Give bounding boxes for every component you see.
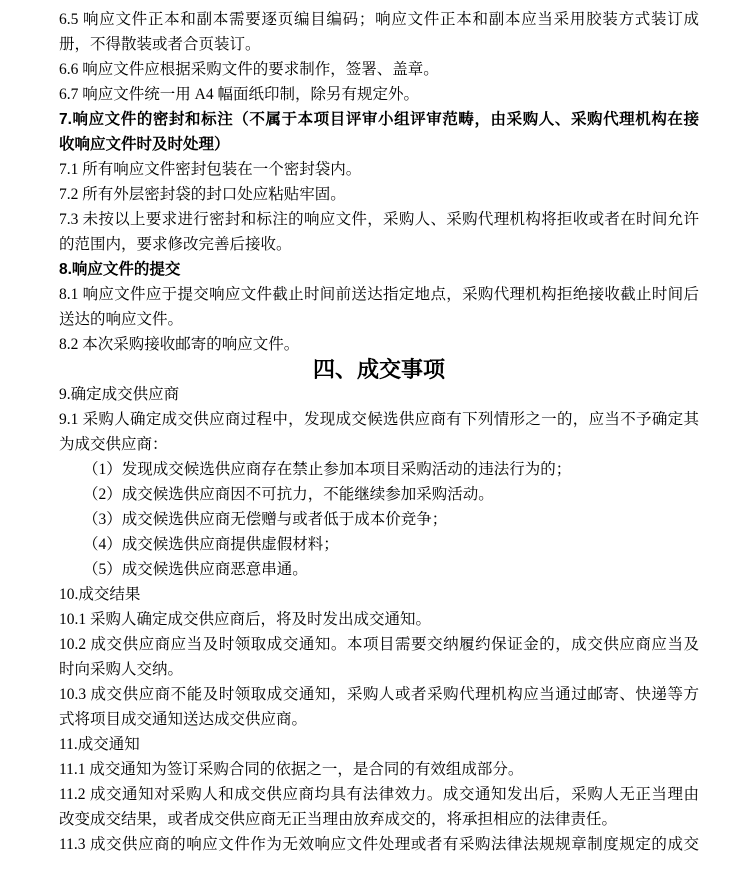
item-4-line-1: （4）成交候选供应商提供虚假材料；: [83, 536, 339, 553]
item-2-line-1: （2）成交候选供应商因不可抗力，不能继续参加采购活动。: [83, 486, 494, 503]
item-5-line-1: （5）成交候选供应商恶意串通。: [83, 561, 308, 578]
clause-11-3-line-1: 11.3 成交供应商的响应文件作为无效响应文件处理或者有采购法律法规规章制度规定的成交: [59, 836, 699, 853]
clause-6-6: [59, 57, 699, 82]
clause-11-1: [59, 757, 699, 782]
clause-7-3-line-2: 的范围内，要求修改完善后接收。: [59, 236, 292, 253]
item-5: [59, 557, 699, 582]
clause-6-7-line-1: 6.7 响应文件统一用 A4 幅面纸印制，除另有规定外。: [59, 86, 419, 103]
clause-9-1: [59, 407, 699, 457]
clause-9-line-1: 9.确定成交供应商: [59, 386, 180, 403]
item-3-line-1: （3）成交候选供应商无偿赠与或者低于成本价竞争；: [83, 511, 448, 528]
item-1: [59, 457, 699, 482]
clause-6-7: [59, 82, 699, 107]
clause-10-3-line-1: 10.3 成交供应商不能及时领取成交通知，采购人或者采购代理机构应当通过邮寄、快递等方: [59, 686, 699, 703]
item-4: [59, 532, 699, 557]
clause-8-2-line-1: 8.2 本次采购接收邮寄的响应文件。: [59, 336, 300, 353]
clause-6-5-line-1: 6.5 响应文件正本和副本需要逐页编目编码；响应文件正本和副本应当采用胶装方式装订成: [59, 11, 699, 28]
clause-10-line-1: 10.成交结果: [59, 586, 141, 603]
clause-9-1-line-2: 为成交供应商：: [59, 436, 168, 453]
clause-11-2-line-2: 改变成交结果，或者成交供应商无正当理由放弃成交的，将承担相应的法律责任。: [59, 811, 618, 828]
clause-11-1-line-1: 11.1 成交通知为签订采购合同的依据之一，是合同的有效组成部分。: [59, 761, 524, 778]
clause-6-5-line-2: 册，不得散装或者合页装订。: [59, 36, 261, 53]
clause-8-2: [59, 332, 699, 357]
clause-10-3: [59, 682, 699, 732]
clause-10-3-line-2: 式将项目成交通知送达成交供应商。: [59, 711, 308, 728]
heading-8: [59, 257, 699, 282]
heading-7: [59, 107, 699, 157]
clause-10-2-line-2: 时向采购人交纳。: [59, 661, 184, 678]
clause-6-5: [59, 7, 699, 57]
clause-10-1-line-1: 10.1 采购人确定成交供应商后，将及时发出成交通知。: [59, 611, 432, 628]
clause-7-2: [59, 182, 699, 207]
clause-11-3: [59, 832, 699, 857]
heading-7-line-1: 7.响应文件的密封和标注（不属于本项目评审小组评审范畴，由采购人、采购代理机构在接: [59, 111, 699, 128]
clause-8-1-line-1: 8.1 响应文件应于提交响应文件截止时间前送达指定地点，采购代理机构拒绝接收截止时间后: [59, 286, 699, 303]
clause-11: [59, 732, 699, 757]
clause-11-line-1: 11.成交通知: [59, 736, 140, 753]
item-1-line-1: （1）发现成交候选供应商存在禁止参加本项目采购活动的违法行为的；: [83, 461, 572, 478]
clause-11-2-line-1: 11.2 成交通知对采购人和成交供应商均具有法律效力。成交通知发出后，采购人无正当理由: [59, 786, 699, 803]
section-title: [59, 357, 699, 382]
clause-11-2: [59, 782, 699, 832]
clause-10-1: [59, 607, 699, 632]
clause-7-1-line-1: 7.1 所有响应文件密封包装在一个密封袋内。: [59, 161, 362, 178]
clause-6-6-line-1: 6.6 响应文件应根据采购文件的要求制作，签署、盖章。: [59, 61, 439, 78]
clause-7-3: [59, 207, 699, 257]
clause-10: [59, 582, 699, 607]
item-3: [59, 507, 699, 532]
clause-8-1-line-2: 送达的响应文件。: [59, 311, 184, 328]
item-2: [59, 482, 699, 507]
section-title-line-1: 四、成交事项: [312, 357, 445, 382]
clause-8-1: [59, 282, 699, 332]
clause-10-2: [59, 632, 699, 682]
heading-7-line-2: 收响应文件时及时处理）: [59, 136, 230, 153]
clause-7-3-line-1: 7.3 未按以上要求进行密封和标注的响应文件，采购人、采购代理机构将拒收或者在时间允许: [59, 211, 699, 228]
clause-9: [59, 382, 699, 407]
clause-10-2-line-1: 10.2 成交供应商应当及时领取成交通知。本项目需要交纳履约保证金的，成交供应商应当及: [59, 636, 699, 653]
clause-7-2-line-1: 7.2 所有外层密封袋的封口处应粘贴牢固。: [59, 186, 346, 203]
clause-9-1-line-1: 9.1 采购人确定成交供应商过程中，发现成交候选供应商有下列情形之一的，应当不予确定其: [59, 411, 699, 428]
clause-7-1: [59, 157, 699, 182]
heading-8-line-1: 8.响应文件的提交: [59, 261, 181, 278]
